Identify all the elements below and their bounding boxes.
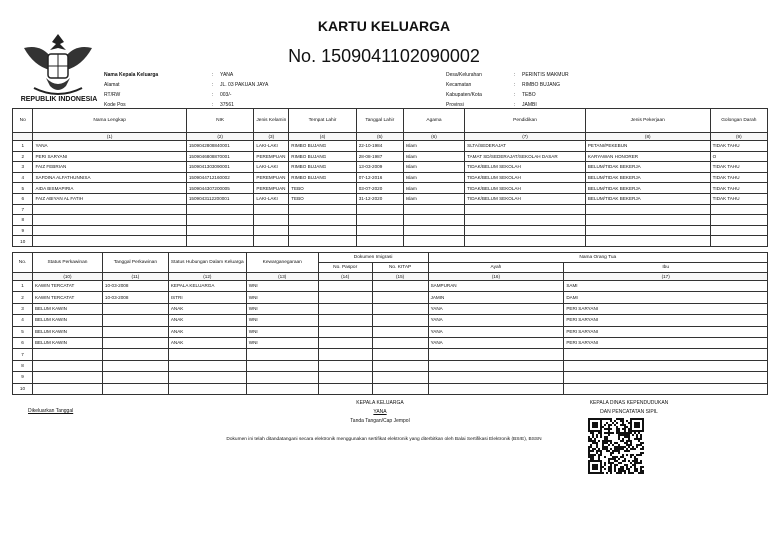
col-header-citizenship: Kewarganegaraan: [246, 253, 318, 273]
cell-education: [465, 204, 586, 215]
cell-citizenship: WNI: [246, 292, 318, 303]
col-number: (7): [465, 133, 586, 141]
cell-no: 9: [13, 225, 33, 236]
household-info-left: [104, 70, 268, 110]
cell-mother: PERI SARYANI: [564, 326, 768, 337]
cell-birthplace: RIMBO BUJANG: [289, 141, 357, 152]
cell-kitap: [372, 326, 428, 337]
cell-no: 9: [13, 372, 33, 383]
cell-father: [428, 383, 564, 394]
cell-kitap: [372, 360, 428, 371]
cell-marriage-date: [102, 303, 168, 314]
cell-no: 5: [13, 326, 33, 337]
cell-full-name: [33, 225, 186, 236]
col-header-parents: Nama Orang Tua: [428, 253, 767, 263]
registry-title-line1: KEPALA DINAS KEPENDUDUKAN: [589, 400, 669, 406]
cell-no: 3: [13, 162, 33, 173]
cell-kitap: [372, 303, 428, 314]
cell-mother: SAMI: [564, 281, 768, 292]
cell-occupation: [585, 204, 710, 215]
cell-full-name: FAIZ FEBRIAN: [33, 162, 186, 173]
cell-full-name: PERI SARYANI: [33, 151, 186, 162]
info-row-postcode: Kode Pos : 37561: [104, 102, 234, 108]
cell-full-name: [33, 215, 186, 226]
cell-marriage-date: [102, 383, 168, 394]
col-number: (4): [289, 133, 357, 141]
col-header-religion: Agama: [403, 109, 464, 133]
cell-birthplace: RIMBO BUJANG: [289, 162, 357, 173]
cell-occupation: PETANI/PEKEBUN: [585, 141, 710, 152]
table-row: [13, 204, 768, 215]
info-label: Provinsi: [446, 102, 464, 108]
cell-no: 6: [13, 193, 33, 204]
cell-no: 2: [13, 292, 33, 303]
cell-birthdate: 07-12-2016: [356, 172, 403, 183]
cell-full-name: [33, 236, 186, 247]
col-header-father: Ayah: [428, 263, 564, 273]
cell-kitap: [372, 383, 428, 394]
cell-citizenship: WNI: [246, 303, 318, 314]
cell-occupation: BELUM/TIDAK BEKERJA: [585, 172, 710, 183]
col-header-marital-status: Status Perkawinan: [32, 253, 102, 273]
cell-nik: 1509042808840001: [186, 141, 254, 152]
cell-father: [428, 349, 564, 360]
cell-full-name: YANA: [33, 141, 186, 152]
cell-gender: PEREMPUAN: [254, 172, 289, 183]
cell-passport: [318, 303, 372, 314]
cell-birthplace: TEBO: [289, 183, 357, 194]
info-label: RT/RW: [104, 92, 121, 98]
cell-relationship: ANAK: [168, 315, 246, 326]
cell-blood-type: [710, 204, 767, 215]
cell-marital-status: BELUM KAWIN: [32, 337, 102, 348]
col-number: (3): [254, 133, 289, 141]
cell-blood-type: TIDAK TAHU: [710, 162, 767, 173]
cell-marital-status: KAWIN TERCATAT: [32, 292, 102, 303]
cell-full-name: [33, 204, 186, 215]
cell-religion: Islam: [403, 141, 464, 152]
cell-marriage-date: 10-03-2008: [102, 281, 168, 292]
cell-nik: 1509041303090001: [186, 162, 254, 173]
cell-kitap: [372, 349, 428, 360]
cell-relationship: ANAK: [168, 303, 246, 314]
cell-religion: Islam: [403, 151, 464, 162]
cell-birthdate: [356, 225, 403, 236]
cell-mother: PERI SARYANI: [564, 315, 768, 326]
cell-birthplace: [289, 225, 357, 236]
cell-birthdate: 13-03-2009: [356, 162, 403, 173]
cell-mother: DAMI: [564, 292, 768, 303]
cell-gender: LAKI-LAKI: [254, 141, 289, 152]
garuda-emblem: [20, 26, 96, 104]
col-header-mother: Ibu: [564, 263, 768, 273]
cell-marital-status: [32, 372, 102, 383]
cell-occupation: BELUM/TIDAK BEKERJA: [585, 183, 710, 194]
cell-marital-status: [32, 360, 102, 371]
cell-no: 4: [13, 315, 33, 326]
cell-full-name: AIDA BISMAPIRIA: [33, 183, 186, 194]
info-row-regency: Kabupaten/Kota : TEBO: [446, 92, 536, 98]
table-row: [13, 337, 768, 348]
cell-no: 3: [13, 303, 33, 314]
table-row: [13, 193, 768, 204]
col-header-kitap: No. KITAP: [372, 263, 428, 273]
cell-gender: [254, 215, 289, 226]
col-header-passport: No. Paspor: [318, 263, 372, 273]
cell-nik: 1509043112200001: [186, 193, 254, 204]
cell-citizenship: WNI: [246, 281, 318, 292]
cell-no: 1: [13, 141, 33, 152]
cell-marital-status: [32, 383, 102, 394]
table-row: [13, 372, 768, 383]
col-number: (6): [403, 133, 464, 141]
cell-kitap: [372, 315, 428, 326]
table-row: [13, 303, 768, 314]
cell-kitap: [372, 337, 428, 348]
cell-birthdate: [356, 215, 403, 226]
col-header-gender: Jenis Kelamin: [254, 109, 289, 133]
table-row: [13, 162, 768, 173]
cell-gender: [254, 236, 289, 247]
cell-blood-type: TIDAK TAHU: [710, 172, 767, 183]
cell-mother: [564, 383, 768, 394]
kk-number: No. 1509041102090002: [288, 46, 480, 66]
cell-no: 2: [13, 151, 33, 162]
cell-mother: [564, 349, 768, 360]
head-of-family-signature: [300, 399, 460, 426]
info-label: Kecamatan: [446, 82, 472, 88]
col-number: (8): [585, 133, 710, 141]
table-row: [13, 281, 768, 292]
cell-occupation: [585, 225, 710, 236]
cell-education: TIDAK/BELUM SEKOLAH: [465, 183, 586, 194]
family-members-table: [12, 108, 768, 247]
cell-mother: [564, 360, 768, 371]
qr-code: [588, 418, 644, 474]
cell-marriage-date: [102, 337, 168, 348]
cell-passport: [318, 337, 372, 348]
cell-relationship: [168, 372, 246, 383]
cell-gender: PEREMPUAN: [254, 151, 289, 162]
info-value: TEBO: [522, 92, 536, 98]
cell-gender: [254, 204, 289, 215]
cell-citizenship: WNI: [246, 326, 318, 337]
cell-occupation: [585, 236, 710, 247]
col-number: (1): [33, 133, 186, 141]
info-value: RIMBO BUJANG: [522, 82, 561, 88]
cell-religion: [403, 236, 464, 247]
info-label: Nama Kepala Keluarga: [104, 72, 159, 78]
cell-religion: [403, 215, 464, 226]
table-row: [13, 151, 768, 162]
col-number: (17): [564, 273, 768, 281]
cell-relationship: [168, 349, 246, 360]
cell-gender: LAKI-LAKI: [254, 193, 289, 204]
cell-blood-type: TIDAK TAHU: [710, 193, 767, 204]
cell-gender: LAKI-LAKI: [254, 162, 289, 173]
table-row: [13, 326, 768, 337]
col-number: (5): [356, 133, 403, 141]
cell-birthplace: [289, 204, 357, 215]
cell-education: TIDAK/BELUM SEKOLAH: [465, 172, 586, 183]
info-value: JL. 03 PAKUAN JAYA: [220, 82, 269, 88]
cell-relationship: KEPALA KELUARGA: [168, 281, 246, 292]
table-row: [13, 172, 768, 183]
cell-no: 8: [13, 360, 33, 371]
issued-date-label: Dikeluarkan Tanggal: [28, 408, 74, 414]
cell-passport: [318, 360, 372, 371]
info-row-district: Kecamatan : RIMBO BUJANG: [446, 82, 561, 88]
cell-birthdate: 03-07-2020: [356, 183, 403, 194]
cell-passport: [318, 349, 372, 360]
cell-father: YANA: [428, 303, 564, 314]
cell-mother: PERI SARYANI: [564, 337, 768, 348]
col-header-relationship: Status Hubungan Dalam Keluarga: [168, 253, 246, 273]
cell-passport: [318, 292, 372, 303]
col-header-full-name: Nama Lengkap: [33, 109, 186, 133]
cell-passport: [318, 383, 372, 394]
cell-education: [465, 225, 586, 236]
cell-marital-status: BELUM KAWIN: [32, 315, 102, 326]
signature-name: YANA: [373, 409, 387, 415]
cell-father: JAMIN: [428, 292, 564, 303]
cell-gender: PEREMPUAN: [254, 183, 289, 194]
col-header-occupation: Jenis Pekerjaan: [585, 109, 710, 133]
cell-occupation: BELUM/TIDAK BEKERJA: [585, 162, 710, 173]
cell-marital-status: KAWIN TERCATAT: [32, 281, 102, 292]
cell-education: [465, 215, 586, 226]
cell-education: SLTA/SEDERAJAT: [465, 141, 586, 152]
cell-citizenship: [246, 383, 318, 394]
col-header-nik: NIK: [186, 109, 254, 133]
cell-blood-type: [710, 215, 767, 226]
cell-marriage-date: [102, 360, 168, 371]
info-label: Kode Pos: [104, 102, 126, 108]
cell-no: 8: [13, 215, 33, 226]
cell-nik: [186, 215, 254, 226]
col-header-no: No: [13, 109, 33, 133]
table-row: [13, 360, 768, 371]
cell-no: 4: [13, 172, 33, 183]
cell-citizenship: WNI: [246, 315, 318, 326]
cell-birthplace: RIMBO BUJANG: [289, 172, 357, 183]
cell-birthdate: [356, 204, 403, 215]
cell-occupation: BELUM/TIDAK BEKERJA: [585, 193, 710, 204]
cell-blood-type: O: [710, 151, 767, 162]
col-number: (16): [428, 273, 564, 281]
cell-full-name: FAIZ ABIYAN AL FATIH: [33, 193, 186, 204]
cell-religion: Islam: [403, 172, 464, 183]
cell-kitap: [372, 372, 428, 383]
cell-religion: [403, 204, 464, 215]
cell-kitap: [372, 292, 428, 303]
cell-passport: [318, 326, 372, 337]
info-row-province: Provinsi : JAMBI: [446, 102, 537, 108]
col-number: (15): [372, 273, 428, 281]
info-row-address: Alamat : JL. 03 PAKUAN JAYA: [104, 82, 269, 88]
civil-registry-signature: [560, 399, 698, 417]
cell-education: TIDAK/BELUM SEKOLAH: [465, 193, 586, 204]
cell-birthplace: RIMBO BUJANG: [289, 151, 357, 162]
cell-passport: [318, 315, 372, 326]
col-number: (14): [318, 273, 372, 281]
cell-gender: [254, 225, 289, 236]
col-number: (10): [32, 273, 102, 281]
cell-nik: [186, 236, 254, 247]
cell-no: 10: [13, 383, 33, 394]
cell-marriage-date: [102, 326, 168, 337]
cell-no: 7: [13, 349, 33, 360]
cell-blood-type: [710, 236, 767, 247]
cell-nik: [186, 204, 254, 215]
cell-marriage-date: 10-03-2008: [102, 292, 168, 303]
cell-marriage-date: [102, 349, 168, 360]
cell-nik: 1509044307200005: [186, 183, 254, 194]
signature-title: KEPALA KELUARGA: [356, 400, 404, 406]
cell-marriage-date: [102, 315, 168, 326]
col-header-birthdate: Tanggal Lahir: [356, 109, 403, 133]
info-row-village: Desa/Kelurahan : PERINTIS MAKMUR: [446, 72, 569, 78]
cell-marriage-date: [102, 372, 168, 383]
table-row: [13, 383, 768, 394]
col-header-immigration-docs: Dokumen Imigrasi: [318, 253, 428, 263]
cell-marital-status: BELUM KAWIN: [32, 326, 102, 337]
cell-passport: [318, 372, 372, 383]
cell-relationship: ANAK: [168, 326, 246, 337]
cell-education: TIDAK/BELUM SEKOLAH: [465, 162, 586, 173]
cell-relationship: ANAK: [168, 337, 246, 348]
cell-religion: Islam: [403, 193, 464, 204]
cell-full-name: SAFDINA ALFATHUNNISA: [33, 172, 186, 183]
info-label: Alamat: [104, 82, 120, 88]
cell-blood-type: [710, 225, 767, 236]
signature-caption: Tanda Tangan/Cap Jempol: [350, 418, 410, 424]
table-row: [13, 141, 768, 152]
cell-nik: [186, 225, 254, 236]
table-row: [13, 225, 768, 236]
cell-citizenship: [246, 349, 318, 360]
cell-birthplace: TEBO: [289, 193, 357, 204]
cell-blood-type: TIDAK TAHU: [710, 141, 767, 152]
cell-relationship: [168, 360, 246, 371]
table-row: [13, 183, 768, 194]
cell-birthdate: 28-08-1987: [356, 151, 403, 162]
cell-citizenship: WNI: [246, 337, 318, 348]
col-number: (13): [246, 273, 318, 281]
col-number: (9): [710, 133, 767, 141]
info-row-rtrw: RT/RW : 003/-: [104, 92, 232, 98]
cell-education: TAMAT SD/SEDERAJAT/SEKOLAH DASAR: [465, 151, 586, 162]
cell-birthplace: [289, 236, 357, 247]
info-value: JAMBI: [522, 102, 537, 108]
cell-mother: PERI SARYANI: [564, 303, 768, 314]
household-info-right: [446, 70, 569, 110]
cell-father: [428, 372, 564, 383]
cell-relationship: [168, 383, 246, 394]
col-header-marriage-date: Tanggal Perkawinan: [102, 253, 168, 273]
cell-father: SAMPURAN: [428, 281, 564, 292]
table-row: [13, 236, 768, 247]
cell-no: 5: [13, 183, 33, 194]
info-label: Desa/Kelurahan: [446, 72, 482, 78]
electronic-signature-disclaimer: Dokumen ini telah ditandatangani secara elektronik menggunakan sertifikat elektronik yang diterbitkan oleh Balai Sertifikasi Elektronik (BSrE), BSSN: [226, 437, 542, 442]
col-number: (11): [102, 273, 168, 281]
cell-religion: [403, 225, 464, 236]
cell-no: 7: [13, 204, 33, 215]
cell-passport: [318, 281, 372, 292]
cell-occupation: KARYAWAN HONORER: [585, 151, 710, 162]
col-number: (2): [186, 133, 254, 141]
cell-birthdate: 22-10-1984: [356, 141, 403, 152]
emblem-caption: REPUBLIK INDONESIA: [20, 96, 98, 103]
cell-religion: Islam: [403, 162, 464, 173]
col-header-no: No.: [13, 253, 33, 273]
table-row: [13, 292, 768, 303]
document-title: KARTU KELUARGA: [317, 18, 451, 34]
cell-occupation: [585, 215, 710, 226]
cell-father: YANA: [428, 337, 564, 348]
table-row: [13, 315, 768, 326]
cell-religion: Islam: [403, 183, 464, 194]
cell-birthdate: [356, 236, 403, 247]
col-number: [13, 273, 33, 281]
cell-no: 1: [13, 281, 33, 292]
table-row: [13, 215, 768, 226]
cell-father: YANA: [428, 315, 564, 326]
family-status-table: [12, 252, 768, 395]
cell-relationship: ISTRI: [168, 292, 246, 303]
cell-mother: [564, 372, 768, 383]
cell-birthdate: 31-12-2020: [356, 193, 403, 204]
cell-citizenship: [246, 360, 318, 371]
col-number: (12): [168, 273, 246, 281]
cell-nik: 1509046808870001: [186, 151, 254, 162]
cell-kitap: [372, 281, 428, 292]
col-header-education: Pendidikan: [465, 109, 586, 133]
col-number: [13, 133, 33, 141]
info-label: Kabupaten/Kota: [446, 92, 482, 98]
cell-no: 6: [13, 337, 33, 348]
cell-father: YANA: [428, 326, 564, 337]
info-value: YANA: [220, 72, 234, 78]
col-header-blood-type: Golongan Darah: [710, 109, 767, 133]
cell-birthplace: [289, 215, 357, 226]
info-value: 003/-: [220, 92, 232, 98]
cell-father: [428, 360, 564, 371]
info-value: 37561: [220, 102, 234, 108]
cell-marital-status: [32, 349, 102, 360]
cell-blood-type: TIDAK TAHU: [710, 183, 767, 194]
cell-no: 10: [13, 236, 33, 247]
col-header-birthplace: Tempat Lahir: [289, 109, 357, 133]
info-row-head-of-family: Nama Kepala Keluarga : YANA: [104, 72, 234, 78]
cell-education: [465, 236, 586, 247]
cell-nik: 1509044712160002: [186, 172, 254, 183]
registry-title-line2: DAN PENCATATAN SIPIL: [600, 409, 658, 415]
cell-citizenship: [246, 372, 318, 383]
cell-marital-status: BELUM KAWIN: [32, 303, 102, 314]
table-row: [13, 349, 768, 360]
info-value: PERINTIS MAKMUR: [522, 72, 569, 78]
